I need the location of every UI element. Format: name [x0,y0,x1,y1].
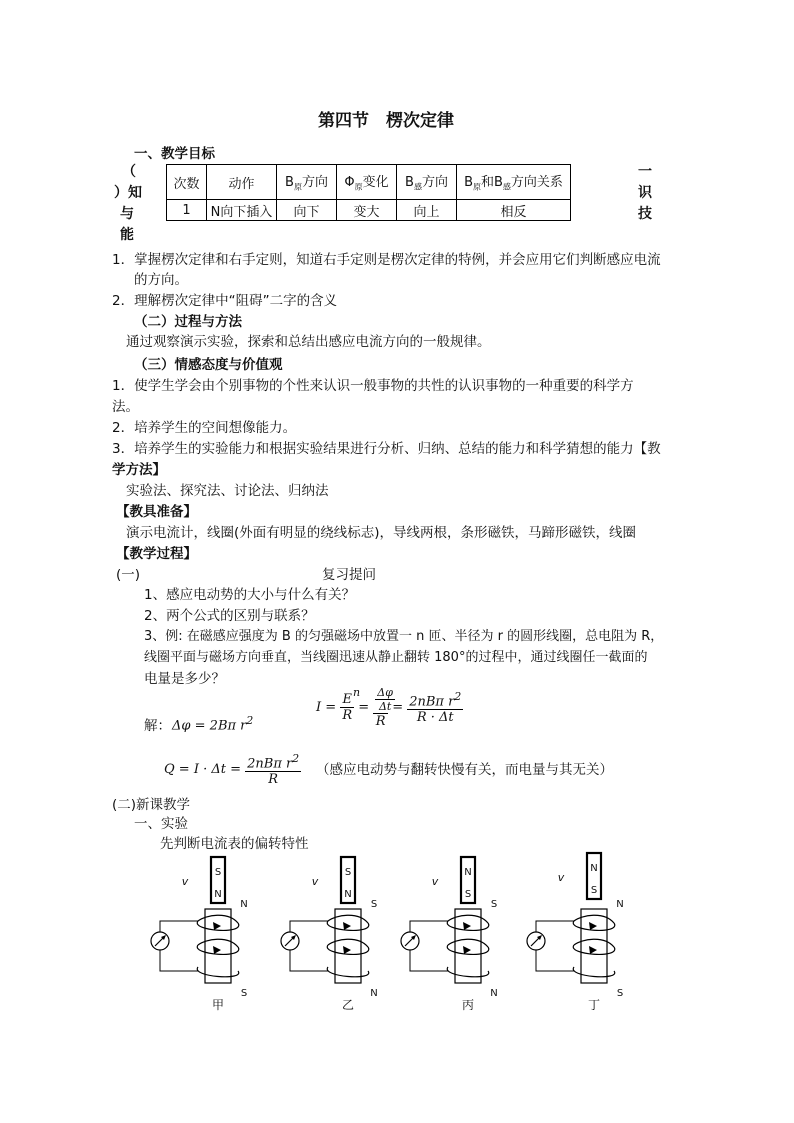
values-line-2: 法。 [112,399,139,415]
current-arrow [343,946,351,954]
velocity-label: v [431,875,439,888]
sidebar-right-0: 一 [638,164,652,180]
values-line-5: 学方法】 [112,462,166,478]
sidebar-right-1: 识 [638,185,652,201]
coil-pole-top: S [490,899,498,910]
methods-text: 实验法、探究法、讨论法、归纳法 [126,483,329,499]
velocity-label: v [311,875,319,888]
wire [160,950,198,971]
coil-core [581,909,607,983]
diagram-label: 甲 [211,998,225,1012]
magnet-pole-bottom: N [214,889,222,900]
sidebar-left [114,162,142,246]
sidebar-left-0: （ [122,164,136,180]
equip-text: 演示电流计，线圈(外面有明显的绕线标志)，导线两根，条形磁铁，马蹄形磁铁，线圈 [126,525,637,541]
coil-pole-top: N [240,899,248,910]
table-header-cell: 次数 [167,165,207,200]
magnet-pole-top: N [464,867,472,878]
sidebar-right-2: 技 [638,206,652,222]
coil-pole-top: N [616,899,624,910]
coil-winding [197,967,239,977]
goal-line-1: 1．掌握楞次定律和右手定则，知道右手定则是楞次定律的特例，并会应用它们判断感应电流 [112,252,661,268]
section-heading-goals: 一、教学目标 [134,146,215,162]
magnet-pole-bottom: N [344,889,352,900]
wire [410,921,448,932]
coil-core [205,909,231,983]
current-arrow [589,922,597,930]
velocity-label: v [557,871,565,884]
coil-pole-bottom: S [240,988,248,999]
current-arrow [343,922,351,930]
question-1: 1、感应电动势的大小与什么有关？ [144,587,356,603]
experiment-table [166,164,571,221]
coil-core [335,909,361,983]
diagram-label: 乙 [341,998,355,1012]
magnet-pole-bottom: S [590,885,598,896]
equip-heading: 【教具准备】 [116,504,197,520]
values-line-3: 2．培养学生的空间想像能力。 [112,420,297,436]
coil-winding [328,939,368,947]
process-heading: 【教学过程】 [116,546,197,562]
process-text: 通过观察演示实验，探索和总结出感应电流方向的一般规律。 [126,334,491,350]
table-header-cell: $B_感$方向 [397,165,457,200]
coil-winding [574,915,614,923]
experiment-text: 先判断电流表的偏转特性 [160,836,309,852]
page-title: 第四节 楞次定律 [318,111,454,131]
coil-diagrams [0,845,794,1025]
coil-winding [448,939,488,947]
experiment-heading: 一、实验 [134,816,188,832]
wire [160,921,198,932]
wire [410,950,448,971]
current-arrow [589,946,597,954]
sidebar-left-2: 与 [120,206,134,222]
coil-pole-bottom: S [616,988,624,999]
coil-core [455,909,481,983]
part1-title: 复习提问 [322,567,376,583]
current-arrow [463,922,471,930]
table-cell: 1 [167,200,207,221]
coil-winding [573,967,615,977]
formula-note: （感应电动势与翻转快慢有关，而电量与其无关） [316,762,613,778]
solution-label: 解： [144,718,171,734]
goal-line-3: 2．理解楞次定律中“阻碍”二字的含义 [112,293,338,309]
current-arrow [213,922,221,930]
sub-heading-values: （三）情感态度与价值观 [134,357,283,373]
table-row [167,200,571,221]
table-header-cell: 动作 [207,165,277,200]
table-cell: N向下插入 [207,200,277,221]
formula-current: I = $\frac{E}{R}$ = $\frac{\Delta\varphi}{\Delta t}$ $^n$ R = $\frac{2nB\pi r^2}{R \cdot \Delta t}$ [316,686,462,729]
diagram-label: 丙 [461,998,475,1012]
coil-winding [448,915,488,923]
values-line-4: 3．培养学生的实验能力和根据实验结果进行分析、归纳、总结的能力和科学猜想的能力【教 [112,441,661,457]
question-3-line-1: 3、例: 在磁感应强度为 B 的匀强磁场中放置一 n 匝、半径为 r 的圆形线圈，总电阻为 R， [144,629,664,644]
values-line-1: 1．使学生学会由个别事物的个性来认识一般事物的共性的认识事物的一种重要的科学方 [112,378,634,394]
sidebar-left-3: 能 [120,227,134,243]
table-header-cell: $B_原$方向 [277,165,337,200]
velocity-label: v [181,875,189,888]
magnet-pole-top: N [590,863,598,874]
diagram-label: 丁 [587,998,601,1012]
table-header-row [167,165,571,200]
current-arrow [463,946,471,954]
wire [290,950,328,971]
coil-winding [198,939,238,947]
coil-winding [328,915,368,923]
wire [536,921,574,932]
question-3-line-2: 线圈平面与磁场方向垂直，当线圈迅速从静止翻转 180°的过程中，通过线圈任一截面的 [144,650,648,665]
magnet-pole-top: S [344,867,352,878]
sub-heading-process: （二）过程与方法 [134,314,242,330]
goal-line-2: 的方向。 [134,272,188,288]
coil-winding [574,939,614,947]
magnet-pole-bottom: S [464,889,472,900]
part1-label: (一) [116,567,141,583]
coil-winding [447,967,489,977]
magnet-pole-top: S [214,867,222,878]
table-cell: 相反 [457,200,571,221]
table-cell: 变大 [337,200,397,221]
table-cell: 向上 [397,200,457,221]
table-header-cell: $B_原$和$B_感$方向关系 [457,165,571,200]
question-2: 2、两个公式的区别与联系？ [144,608,315,624]
sidebar-right [638,162,652,225]
table-cell: 向下 [277,200,337,221]
wire [536,950,574,971]
coil-pole-top: S [370,899,378,910]
sidebar-left-1: ）知 [114,185,142,201]
coil-pole-bottom: N [490,988,498,999]
question-3-line-3: 电量是多少？ [144,671,225,687]
coil-pole-bottom: N [370,988,378,999]
coil-winding [327,967,369,977]
wire [290,921,328,932]
coil-winding [198,915,238,923]
formula-delta-phi: Δφ = 2Bπ $r^2$ [172,714,254,734]
current-arrow [213,946,221,954]
part2-label: (二)新课教学 [112,797,191,813]
table-header-cell: $\Phi_原$变化 [337,165,397,200]
formula-charge: Q = I · Δt = $\frac{2nB\pi r^2}{R}$ [164,752,300,788]
